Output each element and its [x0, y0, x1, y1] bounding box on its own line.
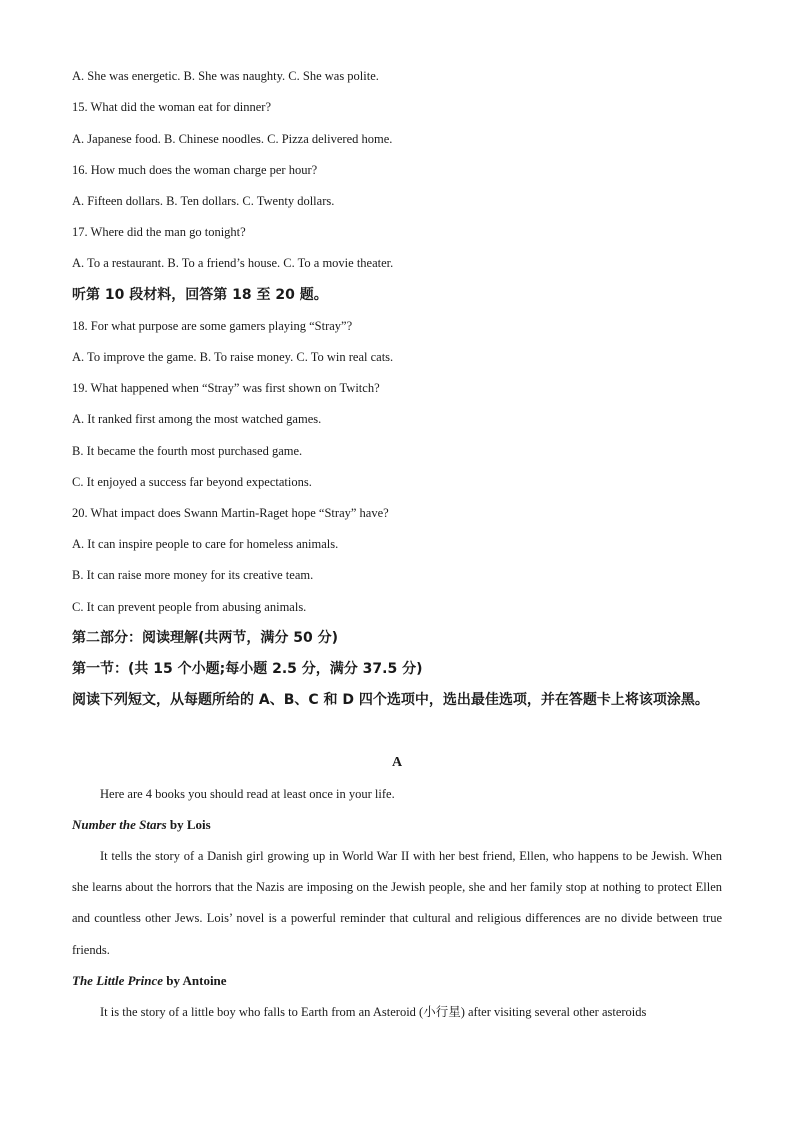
- book1-author: by Lois: [166, 817, 211, 832]
- book1-title: Number the Stars: [72, 817, 167, 832]
- q18-question: 18. For what purpose are some gamers playing “Stray”?: [72, 319, 353, 333]
- q14-options: A. She was energetic. B. She was naughty. C. She was polite.: [72, 69, 379, 83]
- book1-description: It tells the story of a Danish girl growing up in World War II with her best friend, Ellen, who happens to be Jewish. When she learns about the horrors that the Nazis are imposing on the Jewish people, she and her family stop at nothing to protect Ellen and countless other Jews. Lois’ novel is a powerful reminder that cultural and religious differences are no divide between true friends.: [72, 849, 722, 957]
- book2-heading: [72, 973, 227, 989]
- q15-options: A. Japanese food. B. Chinese noodles. C. Pizza delivered home.: [72, 132, 393, 146]
- passage-intro: Here are 4 books you should read at least once in your life.: [100, 787, 395, 801]
- part-two-title: 第二部分：阅读理解(共两节，满分 50 分): [72, 630, 339, 646]
- book1-heading: [72, 817, 211, 833]
- q20-option-a: A. It can inspire people to care for homeless animals.: [72, 537, 339, 551]
- q20-question: 20. What impact does Swann Martin-Raget hope “Stray” have?: [72, 506, 389, 520]
- q20-option-b: B. It can raise more money for its creative team.: [72, 568, 314, 582]
- q17-options: A. To a restaurant. B. To a friend’s house. C. To a movie theater.: [72, 256, 394, 270]
- q15-question: 15. What did the woman eat for dinner?: [72, 100, 272, 114]
- q18-options: A. To improve the game. B. To raise money. C. To win real cats.: [72, 350, 394, 364]
- q19-option-c: C. It enjoyed a success far beyond expectations.: [72, 475, 312, 489]
- book2-description: It is the story of a little boy who falls to Earth from an Asteroid (小行星) after visiting several other asteroids: [100, 1005, 647, 1019]
- q20-option-c: C. It can prevent people from abusing animals.: [72, 600, 307, 614]
- book2-author: by Antoine: [162, 973, 227, 988]
- section-one-title: 第一节：(共 15 个小题;每小题 2.5 分，满分 37.5 分): [72, 661, 423, 677]
- q16-options: A. Fifteen dollars. B. Ten dollars. C. Twenty dollars.: [72, 194, 335, 208]
- q16-question: 16. How much does the woman charge per hour?: [72, 163, 318, 177]
- q19-option-b: B. It became the fourth most purchased game.: [72, 444, 303, 458]
- q17-question: 17. Where did the man go tonight?: [72, 225, 246, 239]
- q19-option-a: A. It ranked first among the most watched games.: [72, 412, 322, 426]
- reading-instructions: 阅读下列短文，从每题所给的 A、B、C 和 D 四个选项中，选出最佳选项，并在答题卡上将该项涂黑。: [72, 692, 709, 708]
- q19-question: 19. What happened when “Stray” was first shown on Twitch?: [72, 381, 380, 395]
- book2-title: The Little Prince: [72, 973, 163, 988]
- passage-label: A: [391, 755, 403, 770]
- section-10-heading: 听第 10 段材料，回答第 18 至 20 题。: [72, 287, 328, 303]
